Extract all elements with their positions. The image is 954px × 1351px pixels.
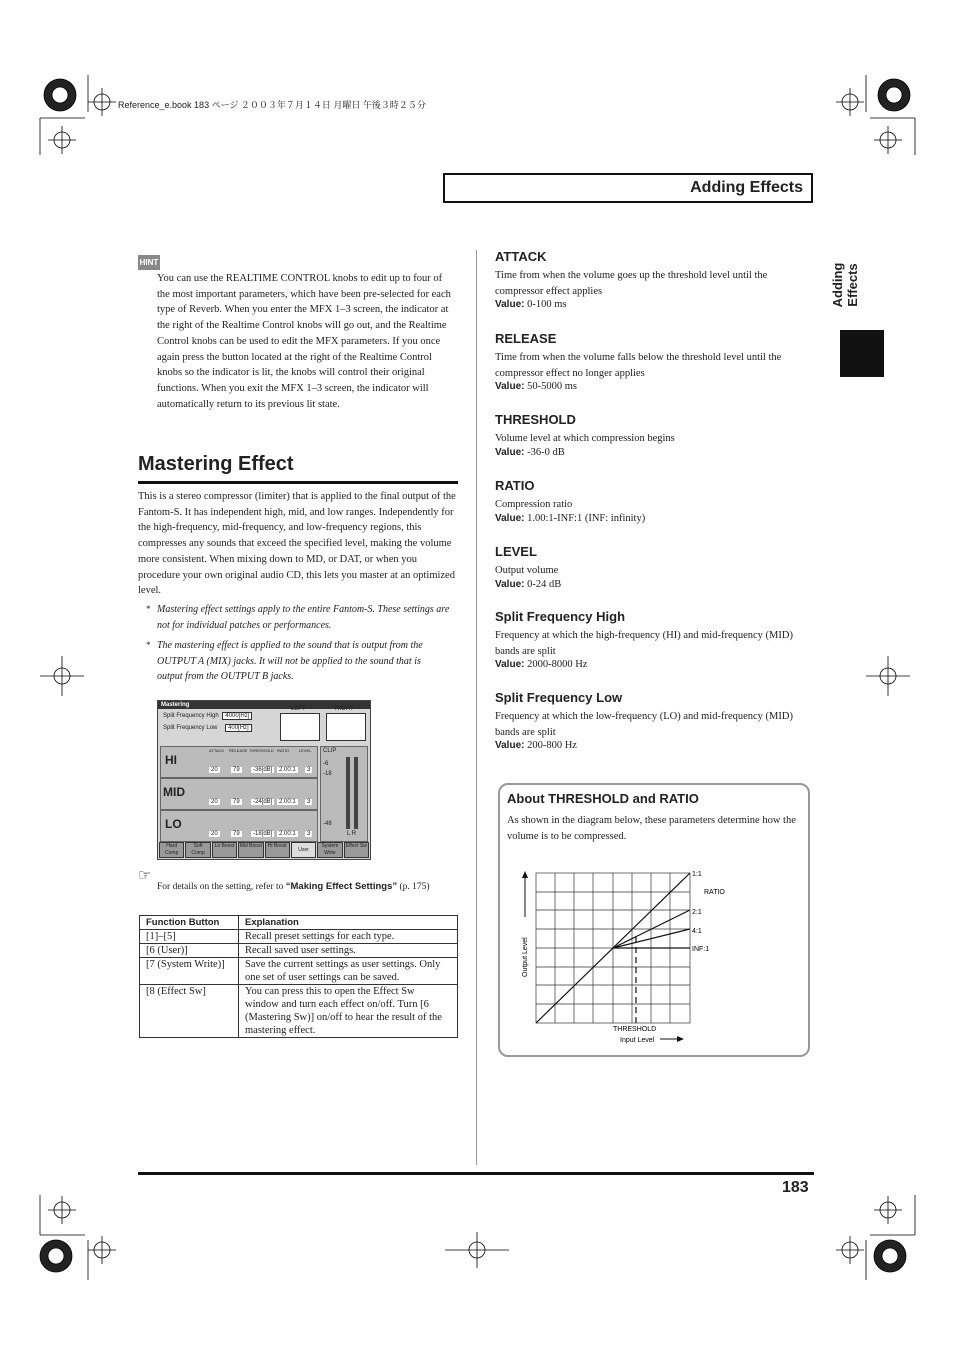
diagram-threshold-label: THRESHOLD (613, 1026, 657, 1033)
lo-ratio[interactable]: 2.00:1 (279, 831, 296, 837)
hi-release[interactable]: 79 (233, 767, 240, 773)
screen-buttons (159, 842, 369, 858)
param-release-value (495, 381, 815, 392)
lo-level[interactable]: 3 (307, 831, 311, 837)
param-split-low (495, 690, 815, 760)
side-tab-label: Adding Effects (830, 262, 860, 308)
lo-threshold[interactable]: -18[dB] (253, 831, 273, 837)
ratio-4-1: 4:1 (692, 928, 702, 935)
param-level (495, 544, 815, 609)
meter-left (280, 706, 320, 741)
value-label: Value: (495, 381, 525, 393)
param-attack-value (495, 299, 815, 310)
param-release-title: RELEASE (495, 331, 557, 346)
hi-level[interactable]: 3 (307, 767, 311, 773)
page-number: 183 (782, 1179, 809, 1196)
table-cell: You can press this to open the Effect Sw window and turn each effect on/off. Turn [6 (Mastering Sw)] on/off to hear the result of the mastering effect. (239, 985, 458, 1038)
diagram-x-label: Input Level (620, 1037, 655, 1044)
about-box (498, 783, 810, 1057)
param-ratio (495, 478, 815, 544)
threshold-ratio-diagram (500, 857, 808, 1057)
btn-soft-comp[interactable]: Soft Comp (185, 842, 210, 858)
meter-bar-right (354, 757, 358, 829)
param-threshold-title: THRESHOLD (495, 412, 576, 427)
band-mid-label: MID (163, 785, 185, 799)
print-header: Reference_e.book 183 ページ ２００３年７月１４日 月曜日 午後３時２５分 (118, 100, 426, 110)
btn-effect-sw[interactable]: Effect Sw (344, 842, 369, 858)
split-low-label: Split Frequency Low (163, 725, 218, 731)
param-split-high-desc: Frequency at which the high-frequency (HI) and mid-frequency (MID) bands are split (495, 630, 793, 657)
function-table (139, 915, 458, 1038)
table-header-row (140, 916, 458, 930)
ratio-1-1: 1:1 (692, 871, 702, 878)
mid-ratio[interactable]: 2.00:1 (279, 799, 296, 805)
btn-mid-boost[interactable]: Mid Boost (238, 842, 263, 858)
table-row (140, 944, 458, 958)
param-split-high (495, 609, 815, 690)
table-row (140, 930, 458, 944)
param-level-title: LEVEL (495, 544, 537, 559)
band-lo (160, 810, 318, 842)
ratio-2-1: 2:1 (692, 909, 702, 916)
table-cell: Recall saved user settings. (239, 944, 458, 958)
band-mid (160, 778, 318, 810)
value-label: Value: (495, 299, 525, 311)
param-level-desc: Output volume (495, 565, 559, 576)
screen-split-low (163, 725, 252, 731)
mid-threshold[interactable]: -24[dB] (253, 799, 273, 805)
col-ratio: RATIO (277, 748, 289, 753)
hint-icon: HINT (138, 255, 160, 270)
value-label: Value: (495, 740, 525, 752)
param-attack (495, 249, 815, 331)
param-attack-title: ATTACK (495, 249, 547, 264)
param-split-high-title: Split Frequency High (495, 609, 626, 624)
value-text: 0-100 ms (527, 299, 567, 311)
table-cell: [8 (Effect Sw] (140, 985, 239, 1038)
value-label: Value: (495, 512, 525, 524)
btn-hi-boost[interactable]: Hi Boost (265, 842, 290, 858)
mastering-title: Mastering Effect (138, 453, 294, 475)
diagram-ratio-label: RATIO (704, 889, 725, 896)
about-title: About THRESHOLD and RATIO (507, 791, 699, 806)
reference-suffix: (p. 175) (397, 882, 430, 892)
meter-lr: L R (347, 831, 357, 837)
screen-titlebar: Mastering (158, 701, 370, 709)
split-high-value[interactable]: 4000[Hz] (222, 712, 252, 720)
hint-text: You can use the REALTIME CONTROL knobs to edit up to four of the most important parameters, which have been pre-selected for each type of Reverb. When you enter the MFX 1–3 screen, the indicator at the right of the Realtime Control knobs will go out, and the Realtime Control knobs can be used to edit the MFX parameters. If you once again press the button located at the right of the Realtime Control knobs so the indicator is lit, the knobs will control their original functions. When you exit the MFX 1–3 screen, the indicator will automatically return to its previous lit state. (157, 273, 451, 410)
band-hi-label: HI (165, 753, 177, 767)
table-cell: [1]–[5] (140, 930, 239, 944)
table-cell: Recall preset settings for each type. (239, 930, 458, 944)
param-split-low-value (495, 740, 815, 751)
split-high-label: Split Frequency High (163, 713, 219, 719)
meter-18: -18 (323, 771, 332, 777)
value-text: -36-0 dB (527, 446, 565, 458)
param-split-low-desc: Frequency at which the low-frequency (LO) and mid-frequency (MID) bands are split (495, 711, 793, 738)
meter-6: -6 (323, 761, 329, 767)
lo-attack[interactable]: 20 (211, 831, 218, 837)
table-cell: [7 (System Write)] (140, 958, 239, 985)
reference-line (157, 881, 430, 892)
section-header-box (443, 173, 813, 203)
note-mark-1: * (146, 604, 151, 614)
reference-prefix: For details on the setting, refer to (157, 882, 286, 892)
param-attack-desc: Time from when the volume goes up the threshold level until the compressor effect applies (495, 270, 768, 297)
band-hi (160, 746, 318, 778)
meter-left-label: LEFT (291, 706, 306, 712)
value-label: Value: (495, 446, 525, 458)
lo-release[interactable]: 79 (233, 831, 240, 837)
mastering-title-rule (138, 481, 458, 484)
col-level: LEVEL (299, 748, 312, 753)
pointing-hand-icon: ☞ (138, 868, 152, 884)
value-label: Value: (495, 578, 525, 590)
param-ratio-value (495, 513, 815, 524)
table-row (140, 958, 458, 985)
hi-ratio[interactable]: 2.00:1 (279, 767, 296, 773)
param-split-high-value (495, 659, 815, 670)
screen-split-high (163, 713, 252, 719)
param-ratio-title: RATIO (495, 478, 535, 493)
table-cell: [6 (User)] (140, 944, 239, 958)
param-threshold (495, 412, 815, 478)
meter-clip: CLIP (323, 748, 337, 754)
about-text: As shown in the diagram below, these parameters determine how the volume is to be compressed. (507, 815, 796, 842)
band-lo-label: LO (165, 817, 182, 831)
section-header-title: Adding Effects (690, 179, 803, 196)
meter-bar-left (346, 757, 350, 829)
hi-threshold[interactable]: -36[dB] (253, 767, 273, 773)
param-split-low-title: Split Frequency Low (495, 690, 623, 705)
column-divider (476, 250, 477, 1165)
col-attack: ATTACK (209, 748, 225, 753)
mastering-note-1: Mastering effect settings apply to the entire Fantom-S. These settings are not for individual patches or performances. (157, 604, 450, 631)
btn-lo-boost[interactable]: Lo Boost (212, 842, 237, 858)
param-release-desc: Time from when the volume falls below the threshold level until the compressor effect no longer applies (495, 352, 782, 379)
param-list (495, 249, 815, 760)
note-mark-2: * (146, 640, 151, 650)
value-text: 2000-8000 Hz (527, 659, 588, 671)
param-threshold-desc: Volume level at which compression begins (495, 433, 675, 444)
level-meter (320, 746, 368, 842)
split-low-value[interactable]: 400[Hz] (225, 724, 252, 732)
meter-right-label: RIGHT (335, 706, 354, 712)
param-level-value (495, 579, 815, 590)
meter-48: -48 (323, 821, 332, 827)
mid-attack[interactable]: 20 (211, 799, 218, 805)
col-release: RELEASE (229, 748, 248, 753)
mid-level[interactable]: 3 (307, 799, 311, 805)
value-text: 200-800 Hz (527, 740, 577, 752)
value-text: 50-5000 ms (527, 381, 577, 393)
mastering-intro: This is a stereo compressor (limiter) that is applied to the final output of the Fantom-S. It has independent high, mid, and low ranges. Independently for the high-frequency, mid-frequency, and low-frequency regions, this compresses any sounds that exceed the specified level, making the volume more consistent. When mixing down to MD, or DAT, or when you procedure your own original audio CD, this lets you master at an optimized level. (138, 491, 456, 597)
table-cell: Save the current settings as user settings. Only one set of user settings can be saved. (239, 958, 458, 985)
table-header-explanation: Explanation (239, 916, 458, 930)
param-release (495, 331, 815, 412)
param-ratio-desc: Compression ratio (495, 499, 573, 510)
btn-user[interactable]: User (291, 842, 316, 858)
table-row (140, 985, 458, 1038)
table-header-function: Function Button (140, 916, 239, 930)
value-text: 0-24 dB (527, 578, 562, 590)
meter-right (326, 706, 366, 741)
col-threshold: THRESHOLD (249, 748, 274, 753)
param-threshold-value (495, 447, 815, 458)
mastering-screen (157, 700, 371, 860)
hi-attack[interactable]: 20 (211, 767, 218, 773)
side-tab-block (840, 330, 884, 377)
value-label: Value: (495, 659, 525, 671)
mastering-note-2: The mastering effect is applied to the sound that is output from the OUTPUT A (MIX) jacks. It will not be applied to the sound that is output from the OUTPUT B jacks. (157, 640, 423, 682)
value-text: 1.00:1-INF:1 (INF: infinity) (527, 512, 646, 524)
reference-link[interactable]: “Making Effect Settings” (285, 881, 398, 892)
diagram-y-label: Output Level (522, 937, 529, 977)
mid-release[interactable]: 79 (233, 799, 240, 805)
bottom-rule (138, 1172, 814, 1175)
btn-system-write[interactable]: System Write (317, 842, 342, 858)
btn-hard-comp[interactable]: Hard Comp (159, 842, 184, 858)
ratio-inf-1: INF:1 (692, 946, 710, 953)
